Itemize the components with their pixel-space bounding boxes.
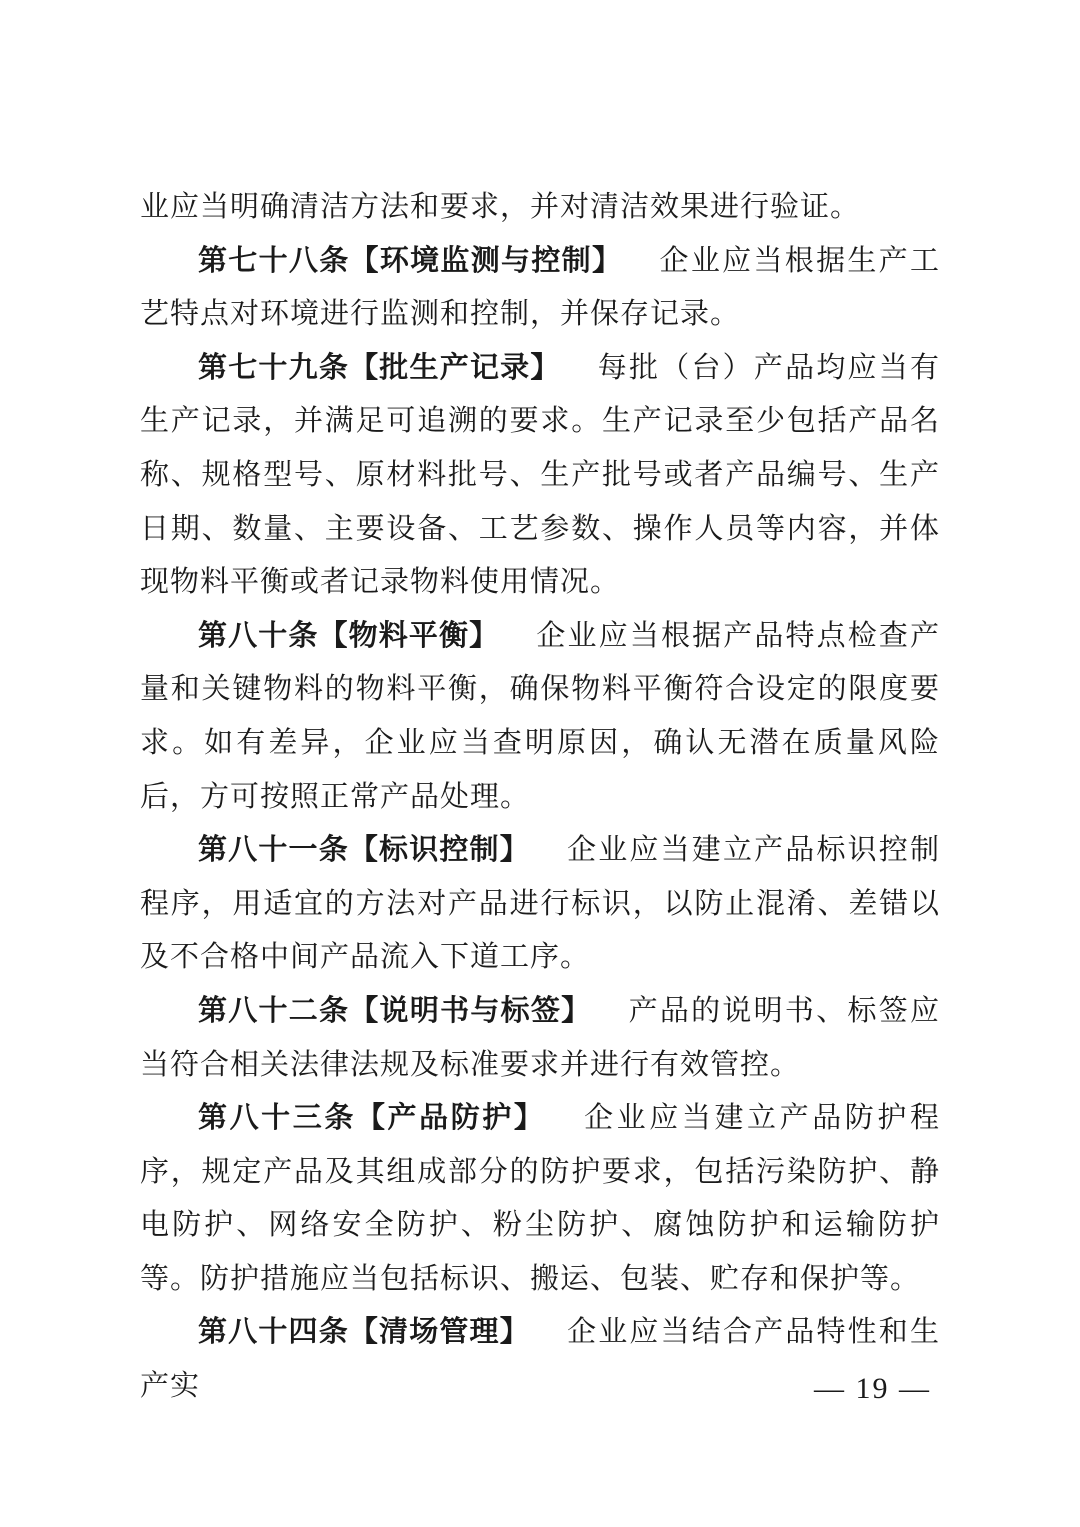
article-body: 产品的说明书、标签应当符合相关法律法规及标准要求并进行有效管控。 (140, 992, 940, 1081)
article-heading: 第八十三条【产品防护】 (198, 1100, 546, 1135)
article-78 (140, 234, 940, 341)
article-body: 企业应当建立产品标识控制程序，用适宜的方法对产品进行标识，以防止混淆、差错以及不合格中间产品流入下道工序。 (140, 832, 940, 974)
article-heading: 第八十条【物料平衡】 (198, 617, 500, 652)
article-body: 企业应当根据生产工艺特点对环境进行监测和控制，并保存记录。 (140, 242, 940, 331)
article-body: 每批（台）产品均应当有生产记录，并满足可追溯的要求。生产记录至少包括产品名称、规格型号、原材料批号、生产批号或者产品编号、生产日期、数量、主要设备、工艺参数、操作人员等内容，并体现物料平衡或者记录物料使用情况。 (140, 349, 940, 599)
article-body: 企业应当建立产品防护程序，规定产品及其组成部分的防护要求，包括污染防护、静电防护、网络安全防护、粉尘防护、腐蚀防护和运输防护等。防护措施应当包括标识、搬运、包装、贮存和保护等。 (140, 1100, 940, 1295)
article-heading: 第八十一条【标识控制】 (198, 832, 530, 867)
article-heading: 第八十二条【说明书与标签】 (198, 992, 592, 1027)
continuation-paragraph (140, 180, 940, 234)
article-83 (140, 1091, 940, 1305)
document-page (140, 180, 940, 1413)
article-80 (140, 609, 940, 823)
continuation-text: 业应当明确清洁方法和要求，并对清洁效果进行验证。 (140, 189, 861, 223)
article-heading: 第七十九条【批生产记录】 (198, 349, 561, 384)
article-81 (140, 823, 940, 984)
article-body: 企业应当结合产品特性和生产实 (140, 1314, 940, 1403)
page-number: — 19 — (814, 1372, 931, 1405)
article-79 (140, 341, 940, 609)
article-82 (140, 984, 940, 1091)
article-heading: 第八十四条【清场管理】 (198, 1314, 530, 1349)
article-body: 企业应当根据产品特点检查产量和关键物料的物料平衡，确保物料平衡符合设定的限度要求。如有差异，企业应当查明原因，确认无潜在质量风险后，方可按照正常产品处理。 (140, 617, 940, 813)
article-heading: 第七十八条【环境监测与控制】 (198, 242, 623, 277)
